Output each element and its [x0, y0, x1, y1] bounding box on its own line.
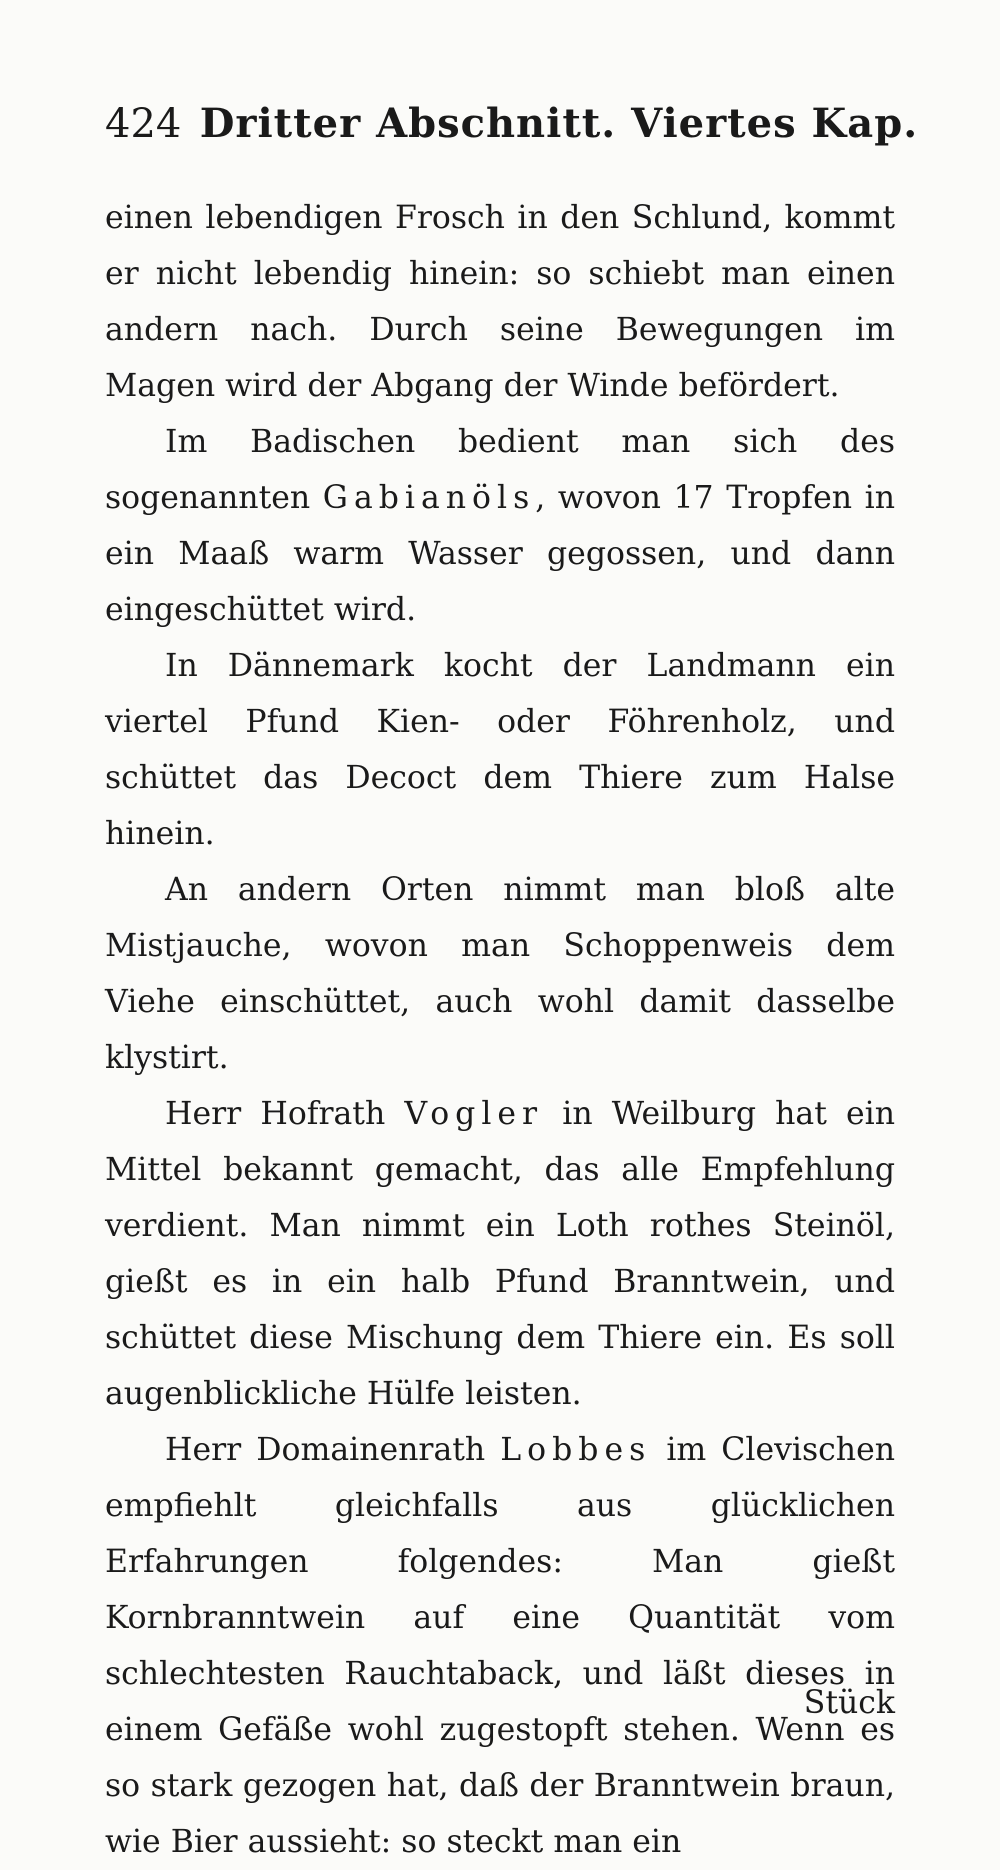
text-run: Im Badischen bedient man sich des sogenannten — [105, 424, 895, 516]
spaced-name: Gabianöls — [322, 480, 536, 516]
body-text — [105, 190, 895, 1870]
text-run: Herr Domainenrath — [165, 1432, 501, 1468]
spaced-name: Vogler — [404, 1096, 544, 1132]
text-run: einen lebendigen Frosch in den Schlund, kommt er nicht lebendig hinein: so schiebt man einen andern nach. Durch seine Bewegungen im Magen wird der Abgang der Winde befördert. — [105, 200, 895, 404]
paragraph-6 — [105, 1422, 895, 1870]
catchword: Stück — [803, 1685, 895, 1721]
paragraph-5 — [105, 1086, 895, 1422]
text-run: , wovon 17 Tropfen in ein Maaß warm Wasser gegossen, und dann eingeschüttet wird. — [105, 480, 895, 628]
chapter-heading: Dritter Abschnitt. Viertes Kap. — [199, 100, 919, 147]
paragraph-3 — [105, 638, 895, 862]
page-number: 424 — [105, 101, 182, 147]
text-run: Herr Hofrath — [165, 1096, 405, 1132]
text-run: In Dännemark kocht der Landmann ein viertel Pfund Kien- oder Föhrenholz, und schüttet das Decoct dem Thiere zum Halse hinein. — [105, 648, 895, 852]
paragraph-2 — [105, 414, 895, 638]
text-run: im Clevischen empfiehlt gleichfalls aus glücklichen Erfahrungen folgendes: Man gießt Kornbranntwein auf eine Quantität vom schlechtesten Rauchtaback, und läßt dieses in einem Gefäße wohl zugestopft stehen. Wenn es so stark gezogen hat, daß der Branntwein braun, wie Bier aussieht: so steckt man ein — [105, 1432, 896, 1860]
running-head — [105, 92, 919, 156]
spaced-name: Lobbes — [500, 1432, 652, 1468]
text-run: An andern Orten nimmt man bloß alte Mistjauche, wovon man Schoppenweis dem Viehe einschüttet, auch wohl damit dasselbe klystirt. — [105, 872, 895, 1076]
paragraph-1 — [105, 190, 895, 414]
text-run: in Weilburg hat ein Mittel bekannt gemacht, das alle Empfehlung verdient. Man nimmt ein Loth rothes Steinöl, gießt es in ein halb Pfund Branntwein, und schüttet diese Mischung dem Thiere ein. Es soll augenblickliche Hülfe leisten. — [105, 1096, 895, 1412]
paragraph-4 — [105, 862, 895, 1086]
